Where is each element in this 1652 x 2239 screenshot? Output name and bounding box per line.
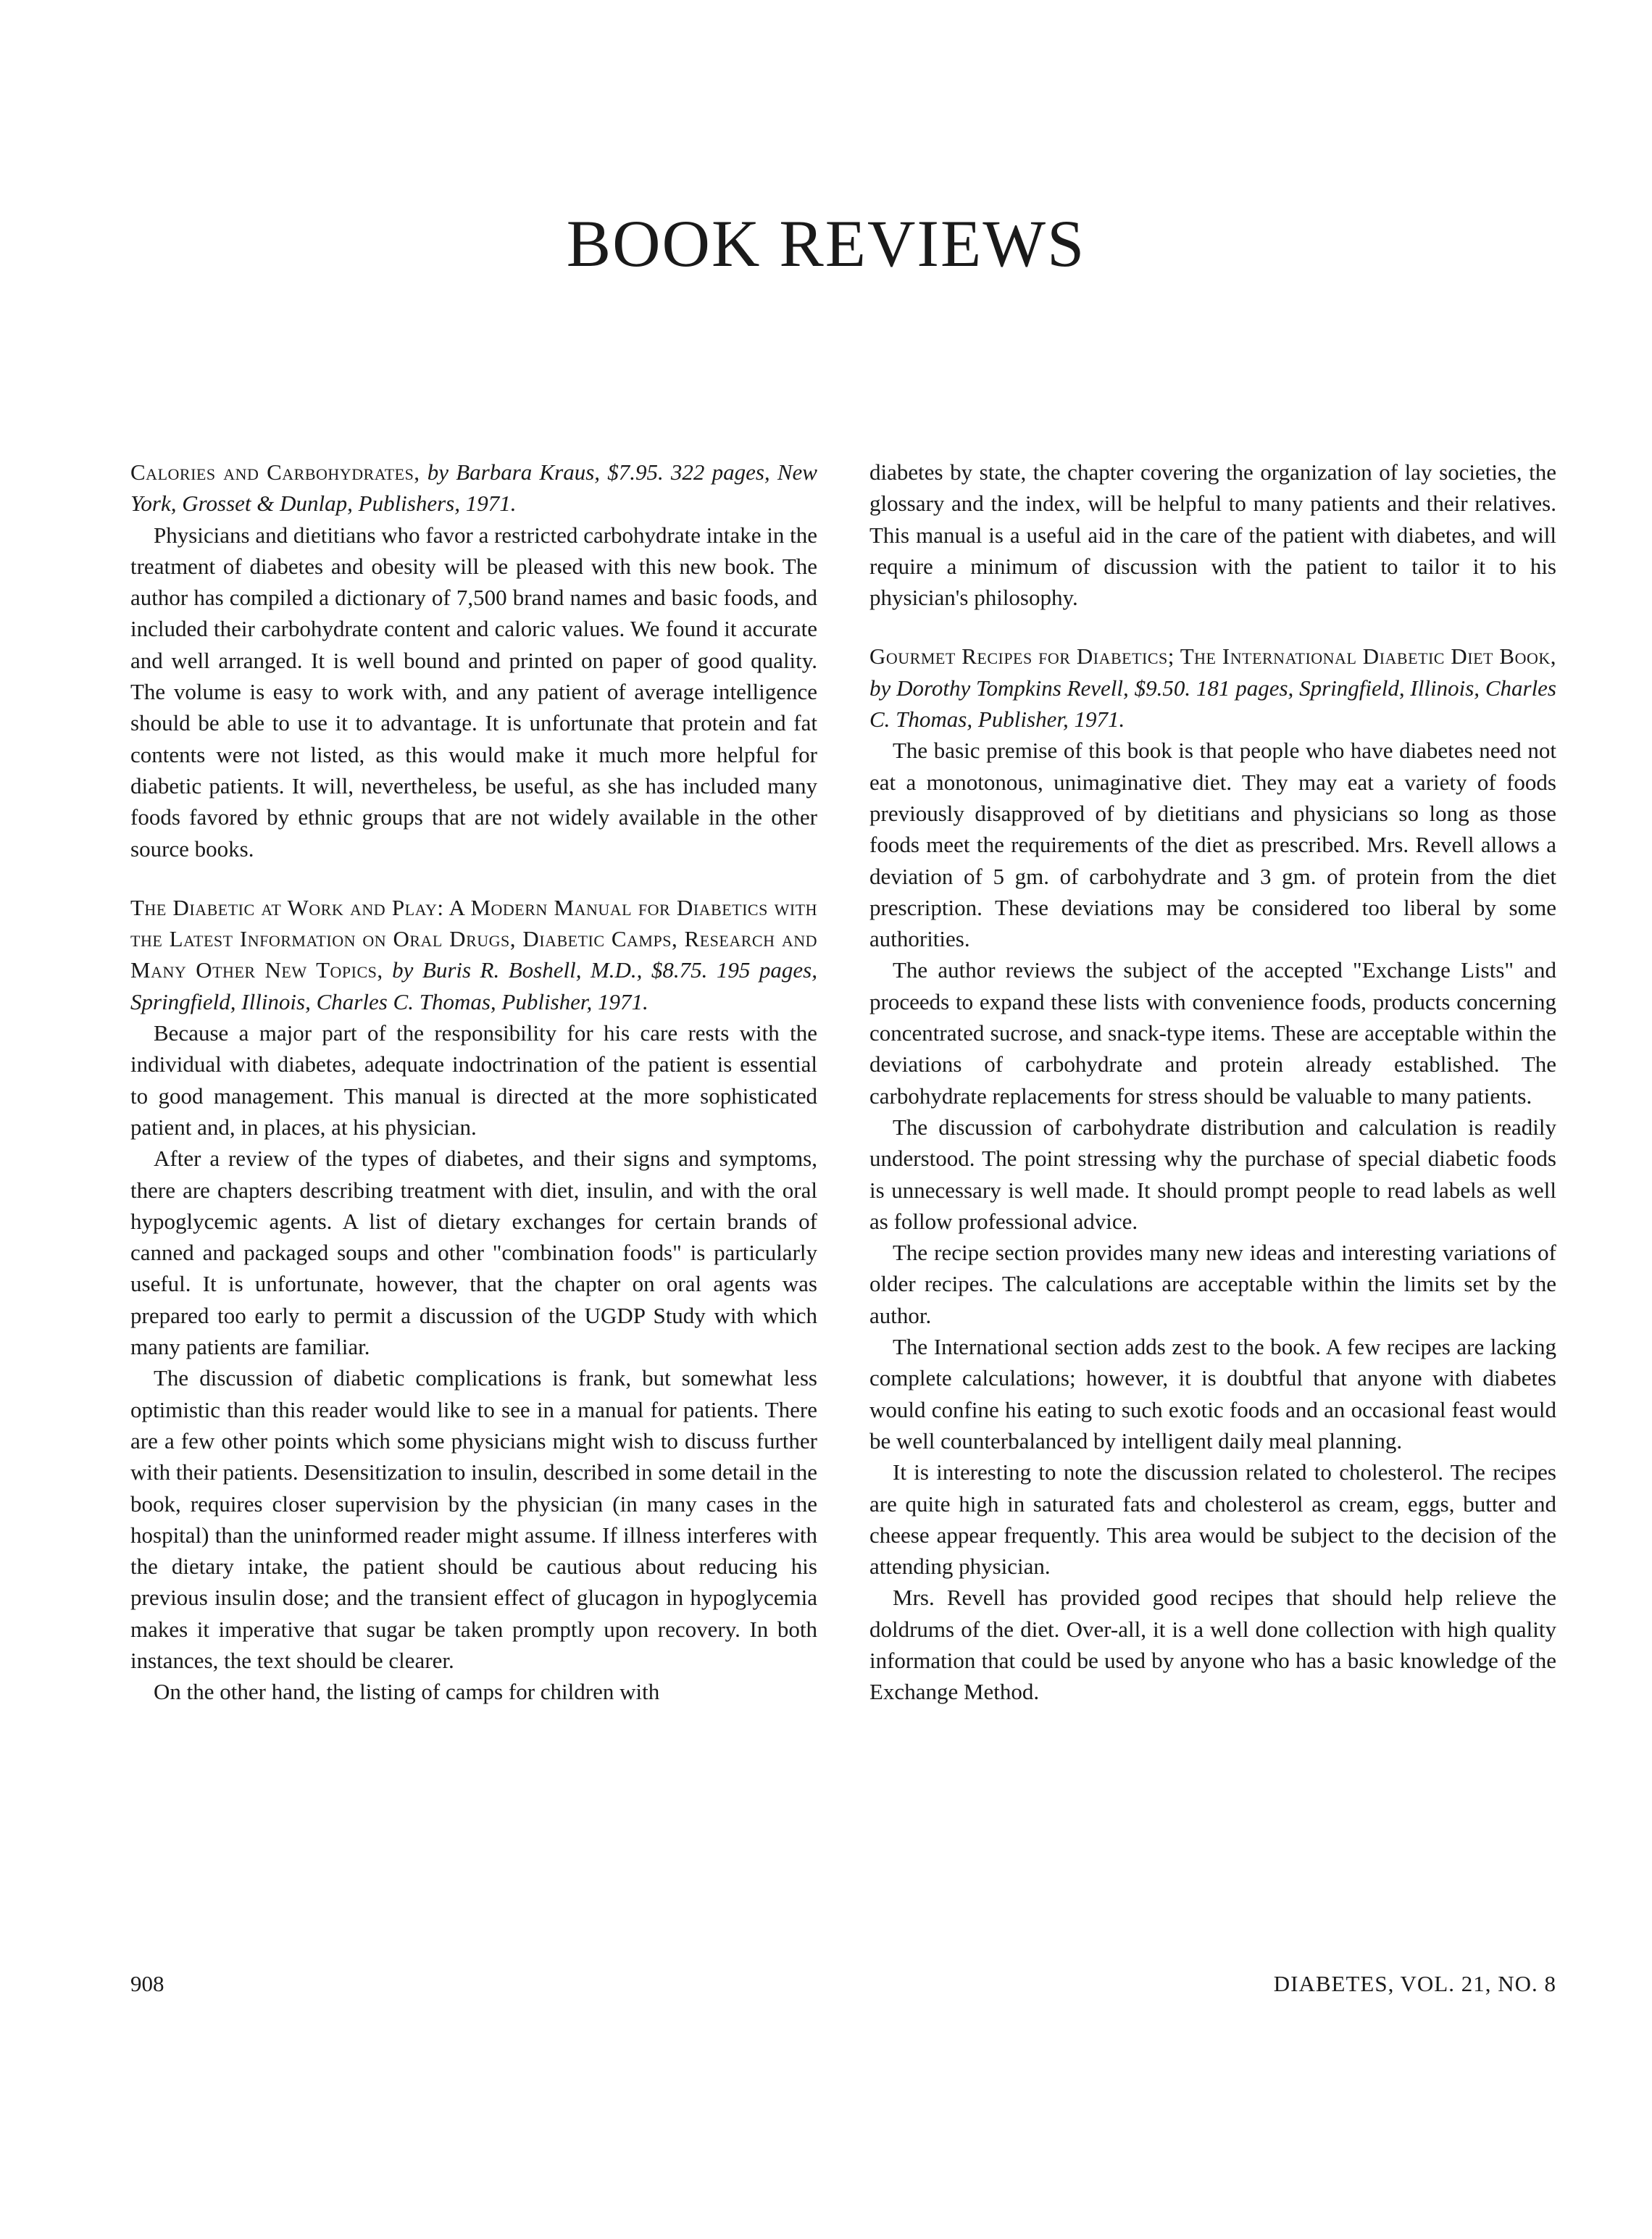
review-heading	[869, 641, 1556, 735]
review-paragraph: After a review of the types of diabetes, and their signs and symptoms, there are chapters describing treatment with diet, insulin, and with the oral hypoglycemic agents. A list of dietary exchanges for certain brands of canned and packaged soups and other "combination foods" is particularly useful. It is unfortunate, however, that the chapter on oral agents was prepared too early to permit a discussion of the UGDP Study with which many patients are familiar.	[130, 1146, 817, 1360]
book-details: by Buris R. Boshell, M.D., $8.75. 195 pages, Springfield, Illinois, Charles C. Thomas, Publisher, 1971.	[130, 957, 817, 1014]
review-paragraph: It is interesting to note the discussion related to cholesterol. The recipes are quite high in saturated fats and cholesterol as cream, eggs, butter and cheese appear frequently. This area would be subject to the decision of the attending physician.	[869, 1459, 1556, 1580]
review-heading	[130, 892, 817, 1017]
left-column	[130, 456, 817, 1735]
book-title: Calories and Carbohydrates,	[130, 459, 420, 485]
review-paragraph-continued: diabetes by state, the chapter covering the organization of lay societies, the glossary and the index, will be helpful to many patients and their relatives. This manual is a useful aid in the care of the patient with diabetes, and will require a minimum of discussion with the patient to tailor it to his physician's philosophy.	[869, 459, 1556, 611]
book-details: by Barbara Kraus, $7.95. 322 pages, New York, Grosset & Dunlap, Publishers, 1971.	[130, 459, 817, 517]
review-paragraph: The discussion of diabetic complications is frank, but somewhat less optimistic than this reader would like to see in a manual for patients. There are a few other points which some physicians might wish to discuss further with their patients. Desensitization to insulin, described in some detail in the book, requires closer supervision by the physician (in many cases in the hospital) than the uninformed reader might assume. If illness interferes with the dietary intake, the patient should be cautious about reducing his previous insulin dose; and the transient effect of glucagon in hypoglycemia makes it imperative that sugar be taken promptly upon recovery. In both instances, the text should be clearer.	[130, 1365, 817, 1673]
right-column	[869, 456, 1556, 1735]
review-paragraph: The basic premise of this book is that people who have diabetes need not eat a monotonous, unimaginative diet. They may eat a variety of foods previously disapproved of by dietitians and physicians so long as those foods meet the requirements of the diet as prescribed. Mrs. Revell allows a deviation of 5 gm. of carbohydrate and 3 gm. of protein from the diet prescription. These deviations may be considered too liberal by some authorities.	[869, 738, 1556, 952]
page-title: BOOK REVIEWS	[566, 207, 1086, 280]
review-paragraph: The recipe section provides many new ideas and interesting variations of older recipes. The calculations are acceptable within the limits set by the author.	[869, 1240, 1556, 1328]
review-paragraph: The discussion of carbohydrate distribution and calculation is readily understood. The point stressing why the purchase of special diabetic foods is unnecessary is well made. It should prompt people to read labels as well as follow professional advice.	[869, 1114, 1556, 1234]
review-paragraph: Physicians and dietitians who favor a restricted carbohydrate intake in the treatment of diabetes and obesity will be pleased with this new book. The author has compiled a dictionary of 7,500 brand names and basic foods, and included their carbohydrate content and caloric values. We found it accurate and well arranged. It is well bound and printed on paper of good quality. The volume is easy to work with, and any patient of average intelligence should be able to use it to advantage. It is unfortunate that protein and fat contents were not listed, as this would make it much more helpful for diabetic patients. It will, nevertheless, be useful, as she has included many foods favored by ethnic groups that are not widely available in the other source books.	[130, 522, 817, 862]
book-details: by Dorothy Tompkins Revell, $9.50. 181 pages, Springfield, Illinois, Charles C. Thomas, Publisher, 1971.	[869, 675, 1556, 733]
review-paragraph: The International section adds zest to the book. A few recipes are lacking complete calculations; however, it is doubtful that anyone with diabetes would confine his eating to such exotic foods and an occasional feast would be well counterbalanced by intelligent daily meal planning.	[869, 1334, 1556, 1454]
review-diabetic-at-work-and-play-continued	[869, 456, 1556, 613]
page-number: 908	[130, 1971, 164, 1996]
review-paragraph: Because a major part of the responsibility for his care rests with the individual with diabetes, adequate indoctrination of the patient is essential to good management. This manual is directed at the more sophisticated patient and, in places, at his physician.	[130, 1020, 817, 1140]
review-calories-and-carbohydrates	[130, 456, 817, 864]
running-foot: DIABETES, VOL. 21, NO. 8	[1273, 1971, 1556, 1996]
review-gourmet-recipes-for-diabetics	[869, 641, 1556, 1707]
review-paragraph: Mrs. Revell has provided good recipes that should help relieve the doldrums of the diet. Over-all, it is a well done collection with high quality information that could be used by anyone who has a basic knowledge of the Exchange Method.	[869, 1585, 1556, 1705]
book-title: The Diabetic at Work and Play: A Modern Manual for Diabetics with the Latest Information on Oral Drugs, Diabetic Camps, Research and Many Other New Topics,	[130, 894, 817, 983]
review-heading	[130, 456, 817, 520]
review-paragraph: On the other hand, the listing of camps for children with	[154, 1679, 660, 1705]
review-paragraph: The author reviews the subject of the accepted "Exchange Lists" and proceeds to expand these lists with convenience foods, products concerning concentrated sucrose, and snack-type items. These are acceptable within the deviations of carbohydrate and protein already established. The carbohydrate replacements for stress should be valuable to many patients.	[869, 957, 1556, 1109]
book-title: Gourmet Recipes for Diabetics; The International Diabetic Diet Book,	[869, 643, 1556, 670]
review-diabetic-at-work-and-play	[130, 892, 817, 1708]
